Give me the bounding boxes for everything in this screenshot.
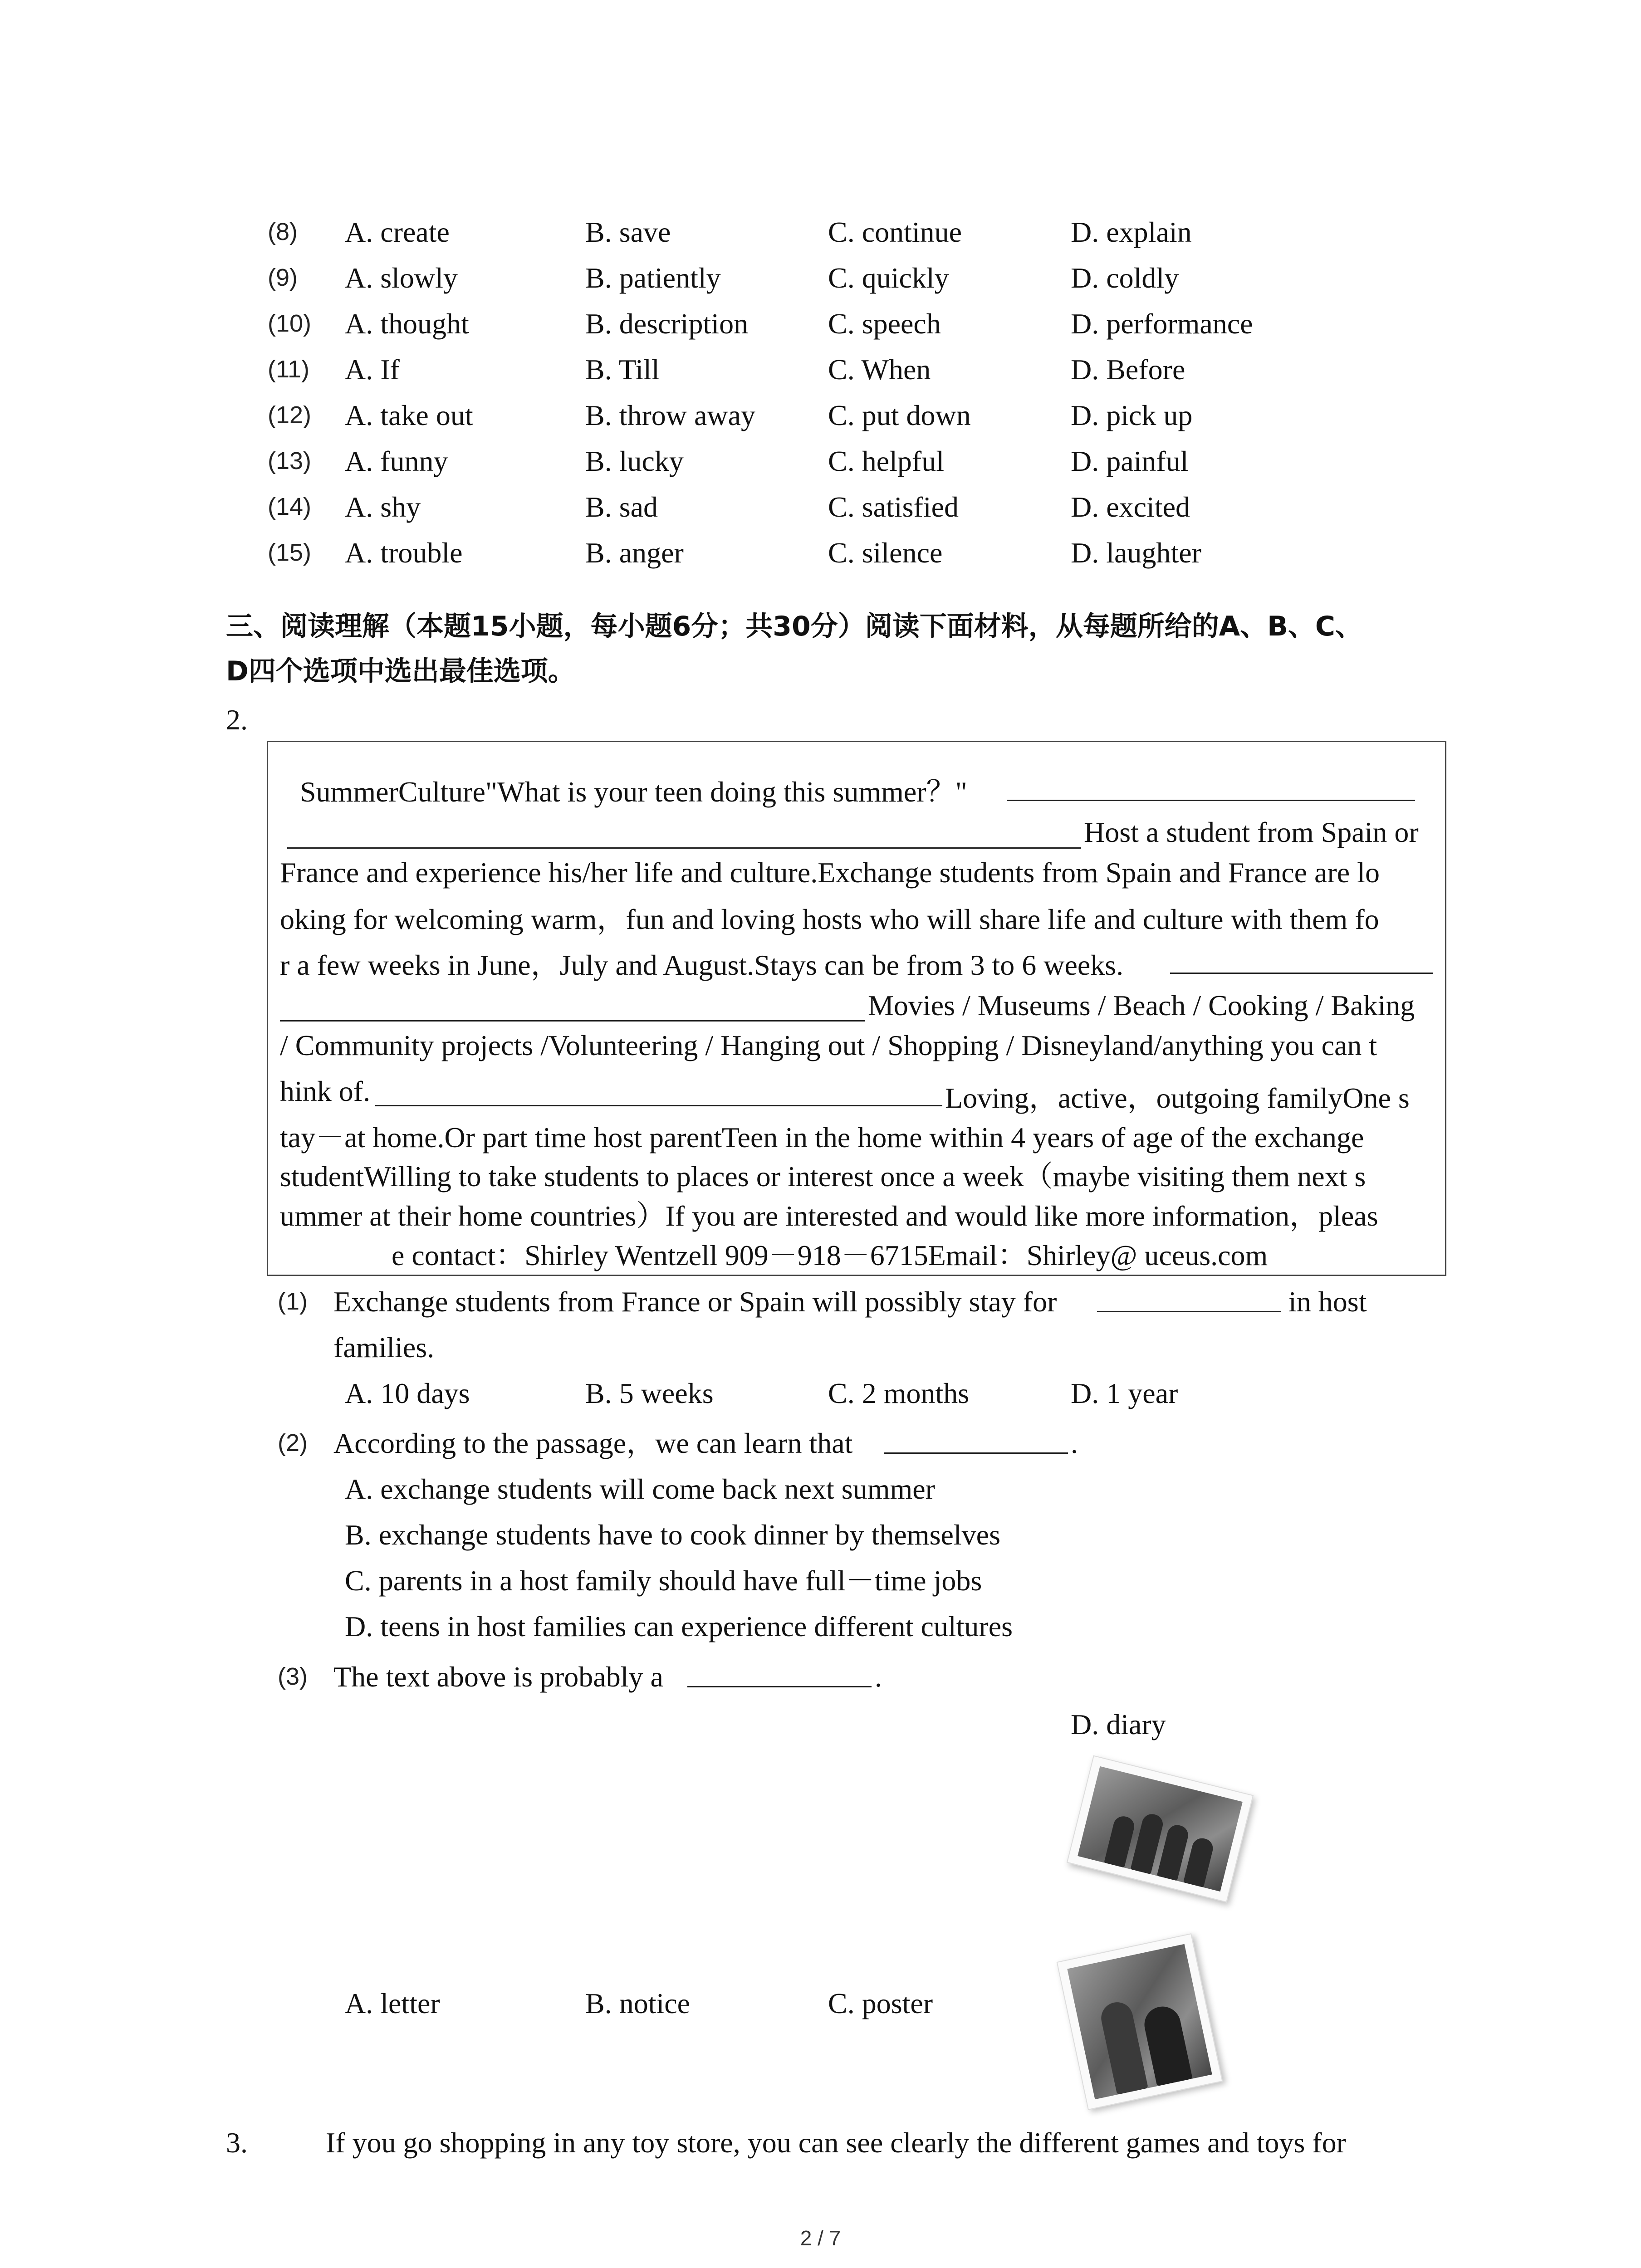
- option-c: C. silence: [828, 537, 943, 569]
- option-d: D. performance: [1071, 308, 1253, 340]
- question-number: (1): [278, 1288, 308, 1315]
- option-c: C. poster: [828, 1987, 933, 2019]
- question-number: (2): [278, 1429, 308, 1457]
- option-a: A. create: [345, 216, 450, 248]
- passage-line: Host a student from Spain or: [1084, 816, 1419, 848]
- option-d: D. teens in host families can experience different cultures: [345, 1610, 1013, 1642]
- question-stem-end: in host: [1288, 1286, 1367, 1318]
- passage-line: ummer at their home countries）If you are interested and would like more information，pleas: [280, 1200, 1378, 1232]
- option-b: B. lucky: [585, 445, 684, 477]
- option-a: A. funny: [345, 445, 448, 477]
- option-b: B. notice: [585, 1987, 691, 2019]
- passage-line: Movies / Museums / Beach / Cooking / Baking: [868, 989, 1415, 1022]
- option-b: B. 5 weeks: [585, 1377, 714, 1409]
- question-number: (3): [278, 1663, 308, 1690]
- question-number: (8): [268, 218, 298, 245]
- blank-line: [1170, 973, 1433, 974]
- option-b: B. description: [585, 308, 749, 340]
- option-d: D. coldly: [1071, 262, 1179, 294]
- question-stem: The text above is probably a: [333, 1661, 663, 1693]
- blank-line: [375, 1105, 942, 1106]
- passage-line: studentWilling to take students to places or interest once a week（maybe visiting them next s: [280, 1160, 1366, 1193]
- section-heading-line2: D四个选项中选出最佳选项。: [226, 655, 575, 687]
- passage-line: Loving，active，outgoing familyOne s: [945, 1082, 1410, 1114]
- option-b: B. save: [585, 216, 671, 248]
- option-c: C. satisfied: [828, 491, 959, 523]
- option-a: A. thought: [345, 308, 469, 340]
- option-c: C. quickly: [828, 262, 949, 294]
- option-c: C. put down: [828, 399, 971, 431]
- passage-line: France and experience his/her life and culture.Exchange students from Spain and France are lo: [280, 856, 1380, 889]
- option-d: D. diary: [1071, 1708, 1166, 1740]
- family-photo-1: [1067, 1755, 1254, 1903]
- question-stem-cont: families.: [333, 1331, 435, 1364]
- option-a: A. slowly: [345, 262, 458, 294]
- option-b: B. anger: [585, 537, 684, 569]
- question-2-label: 2.: [226, 704, 248, 736]
- option-a: A. shy: [345, 491, 421, 523]
- option-d: D. excited: [1071, 491, 1190, 523]
- option-a: A. If: [345, 353, 400, 386]
- passage-line: hink of.: [280, 1075, 371, 1107]
- option-b: B. patiently: [585, 262, 721, 294]
- photo-image: [1078, 1766, 1243, 1892]
- option-c: C. When: [828, 353, 931, 386]
- option-c: C. speech: [828, 308, 941, 340]
- answer-blank: [687, 1686, 872, 1687]
- option-c: C. 2 months: [828, 1377, 970, 1409]
- blank-line: [287, 847, 1081, 849]
- option-a: A. take out: [345, 399, 473, 431]
- passage-line: tay－at home.Or part time host parentTeen in the home within 4 years of age of the exchange: [280, 1121, 1364, 1154]
- option-a: A. exchange students will come back next summer: [345, 1473, 935, 1505]
- question-stem-end: .: [875, 1661, 882, 1693]
- question-stem-end: .: [1071, 1427, 1078, 1459]
- question-number: (10): [268, 310, 312, 337]
- question-number: (15): [268, 539, 312, 566]
- option-d: D. pick up: [1071, 399, 1193, 431]
- passage-line: SummerCulture"What is your teen doing this summer？": [300, 776, 967, 808]
- question-number: (13): [268, 447, 312, 474]
- passage-line: / Community projects /Volunteering / Hanging out / Shopping / Disneyland/anything you can t: [280, 1029, 1377, 1061]
- question-number: (9): [268, 264, 298, 291]
- option-d: D. 1 year: [1071, 1377, 1178, 1409]
- option-d: D. laughter: [1071, 537, 1201, 569]
- blank-line: [1007, 800, 1415, 801]
- family-photo-2: [1057, 1933, 1223, 2110]
- passage-box: [267, 741, 1446, 1276]
- option-a: A. trouble: [345, 537, 463, 569]
- answer-blank: [1097, 1311, 1281, 1312]
- question-number: (11): [268, 356, 310, 383]
- question-3-text: If you go shopping in any toy store, you can see clearly the different games and toys for: [326, 2126, 1346, 2159]
- passage-line: r a few weeks in June，July and August.Stays can be from 3 to 6 weeks.: [280, 949, 1124, 981]
- option-c: C. parents in a host family should have full－time jobs: [345, 1564, 982, 1597]
- option-b: B. sad: [585, 491, 658, 523]
- blank-line: [280, 1020, 865, 1022]
- option-d: D. Before: [1071, 353, 1185, 386]
- option-a: A. 10 days: [345, 1377, 470, 1409]
- question-number: (14): [268, 493, 312, 520]
- question-stem: Exchange students from France or Spain will possibly stay for: [333, 1286, 1057, 1318]
- section-heading-line1: 三、阅读理解（本题15小题，每小题6分；共30分）阅读下面材料，从每题所给的A、B、C、: [226, 611, 1362, 642]
- question-stem: According to the passage，we can learn that: [333, 1427, 853, 1459]
- option-b: B. throw away: [585, 399, 756, 431]
- passage-line: e contact：Shirley Wentzell 909－918－6715Email：Shirley@ uceus.com: [392, 1239, 1268, 1271]
- option-c: C. helpful: [828, 445, 944, 477]
- question-3-label: 3.: [226, 2126, 248, 2159]
- option-a: A. letter: [345, 1987, 440, 2019]
- answer-blank: [884, 1452, 1068, 1454]
- page-number: 2 / 7: [800, 2226, 841, 2250]
- option-b: B. exchange students have to cook dinner by themselves: [345, 1519, 1000, 1551]
- option-b: B. Till: [585, 353, 660, 386]
- photo-image: [1067, 1944, 1212, 2099]
- option-d: D. painful: [1071, 445, 1189, 477]
- passage-line: oking for welcoming warm，fun and loving hosts who will share life and culture with them fo: [280, 903, 1379, 935]
- question-number: (12): [268, 401, 312, 429]
- option-c: C. continue: [828, 216, 962, 248]
- option-d: D. explain: [1071, 216, 1192, 248]
